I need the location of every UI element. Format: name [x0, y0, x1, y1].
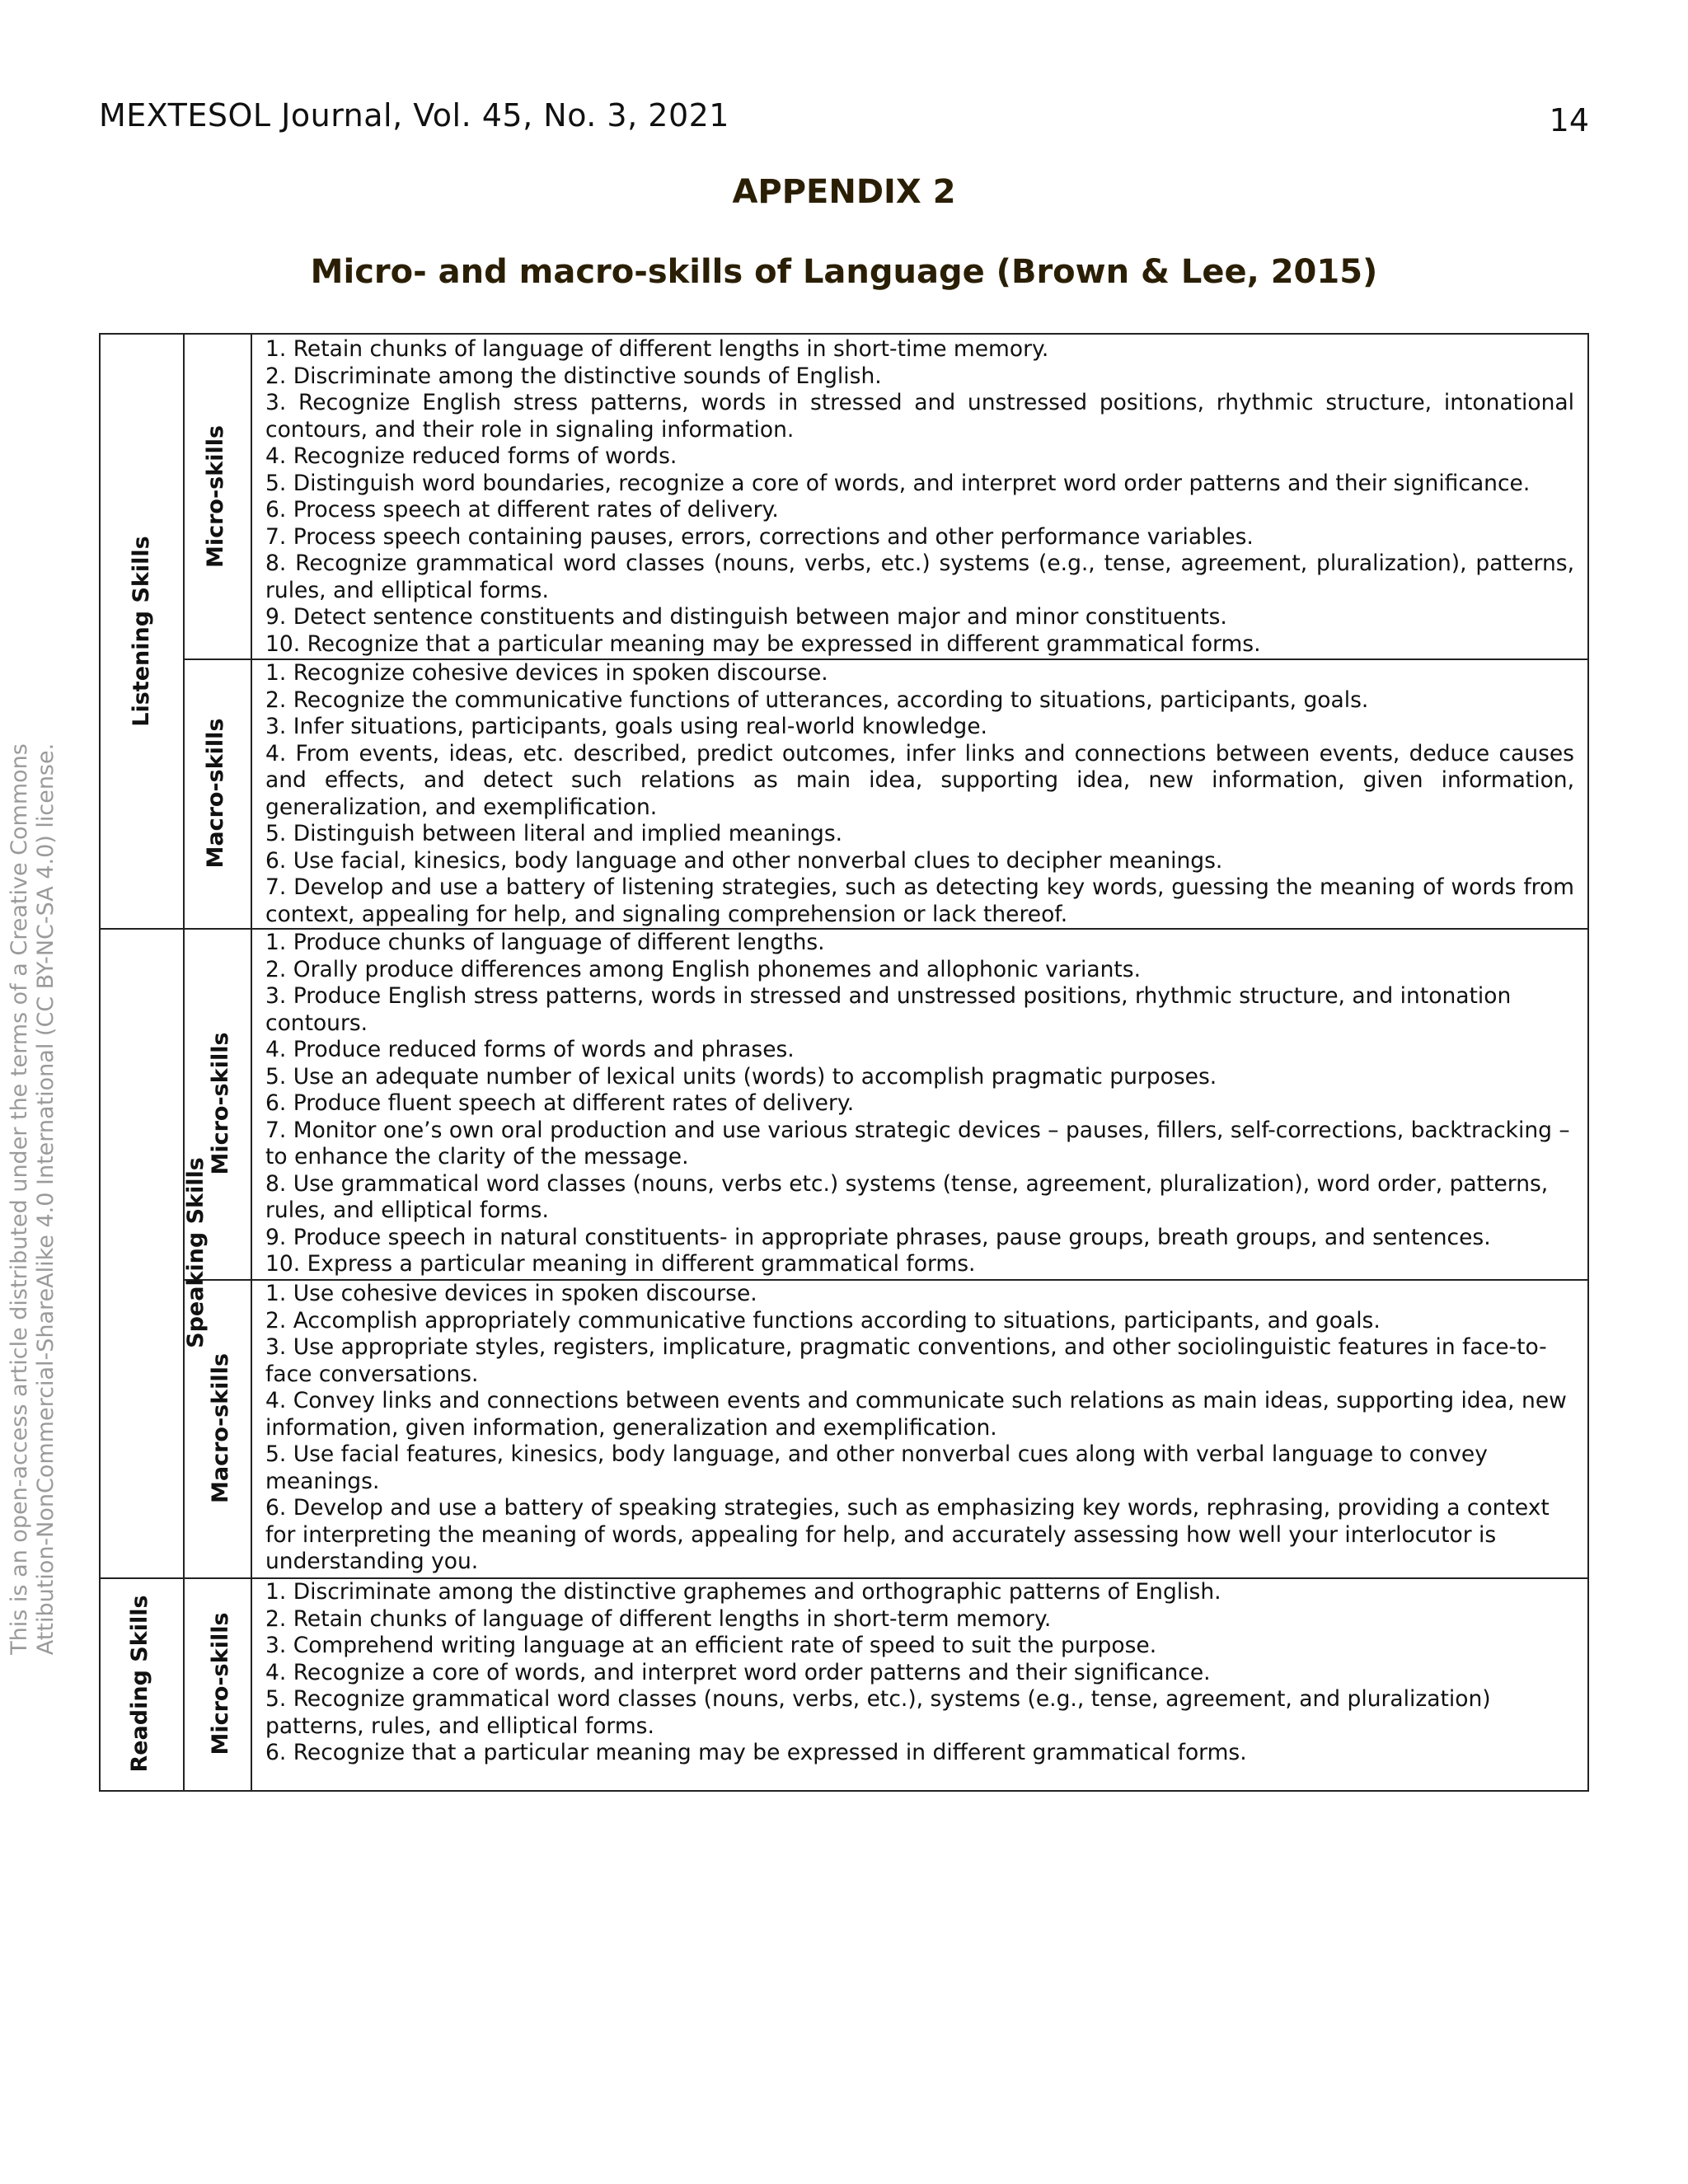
list-item: 4. Convey links and connections between events and communicate such relations as main ideas, supporting idea, new information, given information, generalization and exemplification. — [265, 1388, 1567, 1441]
list-item: 4. Recognize reduced forms of words. — [265, 443, 678, 469]
list-item: 10. Express a particular meaning in different grammatical forms. — [265, 1251, 976, 1277]
list-item: 4. Produce reduced forms of words and phrases. — [265, 1037, 795, 1062]
list-item: 4. Recognize a core of words, and interpret word order patterns and their significance. — [265, 1659, 1211, 1685]
list-item: 1. Use cohesive devices in spoken discourse. — [265, 1281, 757, 1306]
list-item: 3. Comprehend writing language at an efficient rate of speed to suit the purpose. — [265, 1633, 1157, 1658]
reading-skills-label: Reading Skills — [127, 1595, 152, 1773]
table-title: Micro- and macro-skills of Language (Brown & Lee, 2015) — [310, 253, 1378, 291]
list-item: 8. Use grammatical word classes (nouns, verbs etc.) systems (tense, agreement, pluralization), word order, patterns, rules, and elliptical forms. — [265, 1170, 1549, 1223]
license-line-2: Attibution-NonCommercial-ShareAlike 4.0 International (CC BY-NC-SA 4.0) license. — [33, 743, 59, 1656]
license-notice — [7, 738, 59, 1661]
list-item: 3. Recognize English stress patterns, words in stressed and unstressed positions, rhythmic structure, intonational contours, and their role in signaling information. — [265, 390, 1574, 443]
list-item: 5. Distinguish word boundaries, recognize a core of words, and interpret word order patterns and their significance. — [265, 470, 1531, 496]
reading-micro-list — [265, 1579, 1574, 1767]
list-item: 5. Use facial features, kinesics, body language, and other nonverbal cues along with verbal language to convey meanings. — [265, 1441, 1488, 1494]
speaking-macro-list — [265, 1281, 1574, 1576]
list-item: 2. Accomplish appropriately communicative functions according to situations, participants, and goals. — [265, 1307, 1381, 1333]
list-item: 2. Discriminate among the distinctive sounds of English. — [265, 363, 882, 389]
column-divider-2 — [251, 335, 252, 1790]
listening-micro-label: Micro-skills — [203, 424, 228, 569]
list-item: 6. Produce fluent speech at different rates of delivery. — [265, 1090, 855, 1116]
listening-macro-content — [265, 660, 1574, 928]
list-item: 9. Produce speech in natural constituents- in appropriate phrases, pause groups, breath groups, and sentences. — [265, 1224, 1491, 1250]
list-item: 3. Infer situations, participants, goals using real-world knowledge. — [265, 714, 987, 739]
speaking-macro-label: Macro-skills — [208, 1352, 233, 1504]
list-item: 2. Retain chunks of language of different lengths in short-term memory. — [265, 1605, 1052, 1632]
list-item: 1. Retain chunks of language of different lengths in short-time memory. — [265, 336, 1049, 362]
list-item: 10. Recognize that a particular meaning may be expressed in different grammatical forms. — [265, 630, 1261, 657]
page-number: 14 — [1549, 102, 1589, 138]
list-item: 6. Develop and use a battery of speaking strategies, such as emphasizing key words, rephrasing, providing a context for interpreting the meaning of words, appealing for help, and accurately assessing how well your interlocutor is understanding you. — [265, 1495, 1550, 1574]
listening-micro-content — [265, 336, 1574, 658]
license-line-1: This is an open-access article distributed under the terms of a Creative Commons — [7, 743, 32, 1655]
speaking-skills-label: Speaking Skills — [183, 1157, 209, 1348]
skills-table — [99, 333, 1589, 1792]
list-item: 3. Use appropriate styles, registers, implicature, pragmatic conventions, and other sociolinguistic features in face-to-face conversations. — [265, 1334, 1547, 1387]
list-item: 6. Recognize that a particular meaning may be expressed in different grammatical forms. — [265, 1740, 1247, 1765]
list-item: 1. Discriminate among the distinctive graphemes and orthographic patterns of English. — [265, 1579, 1221, 1605]
speaking-micro-content — [265, 930, 1574, 1278]
list-item: 1. Recognize cohesive devices in spoken discourse. — [265, 660, 828, 686]
list-item: 6. Process speech at different rates of delivery. — [265, 497, 779, 523]
speaking-micro-list — [265, 930, 1574, 1278]
list-item: 1. Produce chunks of language of different lengths. — [265, 930, 825, 955]
list-item: 8. Recognize grammatical word classes (nouns, verbs, etc.) systems (e.g., tense, agreement, pluralization), patterns, rules, and elliptical forms. — [265, 551, 1574, 603]
journal-header: MEXTESOL Journal, Vol. 45, No. 3, 2021 — [99, 97, 729, 134]
listening-skills-label: Listening Skills — [129, 536, 154, 727]
list-item: 2. Orally produce differences among English phonemes and allophonic variants. — [265, 956, 1142, 982]
list-item: 7. Develop and use a battery of listening strategies, such as detecting key words, guessing the meaning of words from context, appealing for help, and signaling comprehension or lack thereof. — [265, 874, 1574, 927]
list-item: 5. Distinguish between literal and implied meanings. — [265, 821, 843, 846]
list-item: 6. Use facial, kinesics, body language and other nonverbal clues to decipher meanings. — [265, 847, 1223, 874]
reading-micro-content — [265, 1579, 1574, 1767]
list-item: 4. From events, ideas, etc. described, predict outcomes, infer links and connections between events, deduce causes and effects, and detect such relations as main idea, supporting idea, new information, given information, generalization, and exemplification. — [265, 740, 1574, 820]
list-item: 5. Use an adequate number of lexical units (words) to accomplish pragmatic purposes. — [265, 1063, 1217, 1090]
list-item: 5. Recognize grammatical word classes (nouns, verbs, etc.), systems (e.g., tense, agreement, and pluralization) patterns, rules, and elliptical forms. — [265, 1686, 1491, 1739]
listening-micro-list — [265, 336, 1574, 658]
appendix-title: APPENDIX 2 — [732, 173, 956, 211]
listening-macro-list — [265, 660, 1574, 928]
list-item: 3. Produce English stress patterns, words in stressed and unstressed positions, rhythmic structure, and intonation contours. — [265, 983, 1512, 1036]
list-item: 7. Monitor one’s own oral production and use various strategic devices – pauses, fillers, self-corrections, backtracking – to enhance the clarity of the message. — [265, 1117, 1570, 1169]
reading-micro-label: Micro-skills — [208, 1612, 233, 1755]
list-item: 7. Process speech containing pauses, errors, corrections and other performance variables. — [265, 523, 1254, 550]
list-item: 9. Detect sentence constituents and distinguish between major and minor constituents. — [265, 604, 1227, 630]
speaking-macro-content — [265, 1281, 1574, 1576]
speaking-micro-label: Micro-skills — [208, 1032, 233, 1175]
list-item: 2. Recognize the communicative functions of utterances, according to situations, participants, goals. — [265, 687, 1369, 713]
listening-macro-label: Macro-skills — [203, 718, 228, 869]
